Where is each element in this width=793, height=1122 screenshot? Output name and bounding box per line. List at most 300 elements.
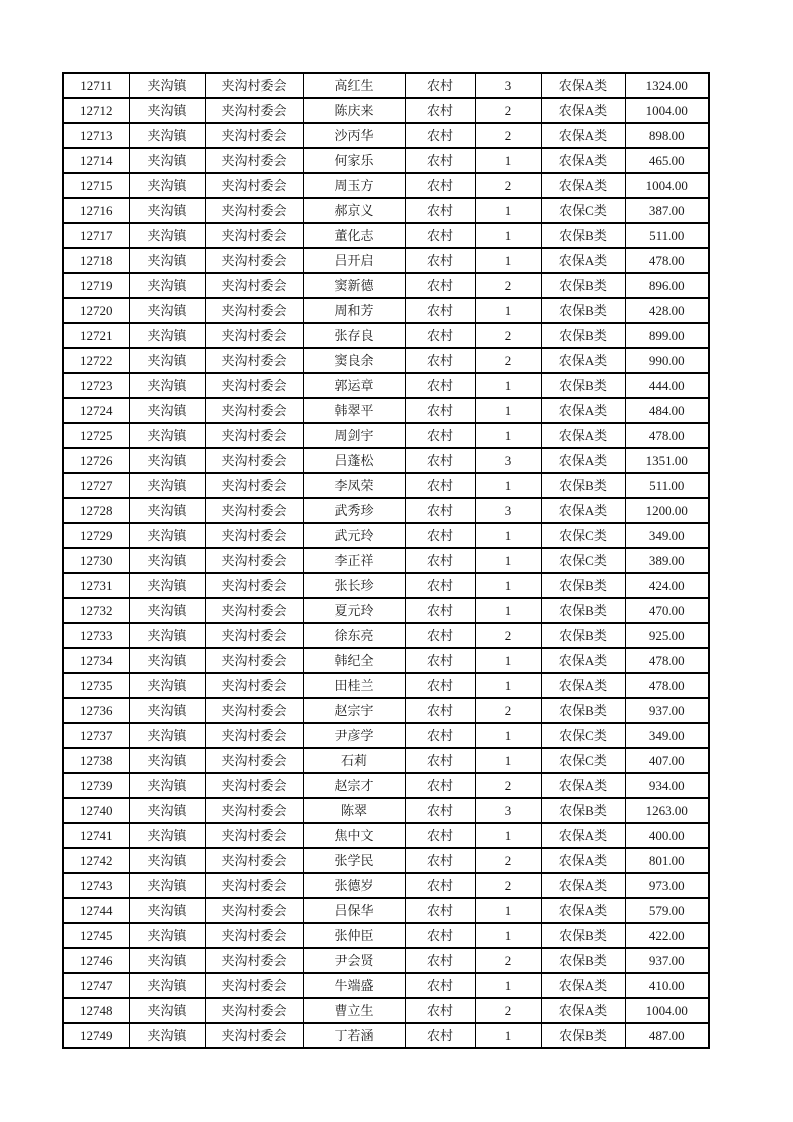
cell-residence-type: 农村 xyxy=(405,423,475,448)
cell-insurance-category: 农保A类 xyxy=(541,148,625,173)
cell-id: 12733 xyxy=(63,623,129,648)
table-row xyxy=(63,873,709,898)
table-row xyxy=(63,148,709,173)
cell-amount: 487.00 xyxy=(625,1023,709,1048)
table-row xyxy=(63,223,709,248)
cell-name: 郭运章 xyxy=(303,373,405,398)
cell-town: 夹沟镇 xyxy=(129,73,205,98)
cell-village: 夹沟村委会 xyxy=(205,448,303,473)
table-row xyxy=(63,673,709,698)
cell-town: 夹沟镇 xyxy=(129,623,205,648)
cell-town: 夹沟镇 xyxy=(129,498,205,523)
table-row xyxy=(63,248,709,273)
table-row xyxy=(63,473,709,498)
cell-name: 赵宗才 xyxy=(303,773,405,798)
cell-amount: 387.00 xyxy=(625,198,709,223)
cell-village: 夹沟村委会 xyxy=(205,473,303,498)
table-row xyxy=(63,748,709,773)
cell-insurance-category: 农保B类 xyxy=(541,573,625,598)
cell-name: 石莉 xyxy=(303,748,405,773)
table-row xyxy=(63,298,709,323)
cell-residence-type: 农村 xyxy=(405,448,475,473)
table-row xyxy=(63,848,709,873)
cell-name: 夏元玲 xyxy=(303,598,405,623)
cell-village: 夹沟村委会 xyxy=(205,923,303,948)
cell-village: 夹沟村委会 xyxy=(205,898,303,923)
cell-id: 12740 xyxy=(63,798,129,823)
cell-insurance-category: 农保B类 xyxy=(541,473,625,498)
cell-village: 夹沟村委会 xyxy=(205,773,303,798)
cell-amount: 407.00 xyxy=(625,748,709,773)
cell-name: 陈翠 xyxy=(303,798,405,823)
cell-residence-type: 农村 xyxy=(405,198,475,223)
cell-amount: 478.00 xyxy=(625,648,709,673)
cell-town: 夹沟镇 xyxy=(129,398,205,423)
cell-insurance-category: 农保C类 xyxy=(541,523,625,548)
cell-insurance-category: 农保A类 xyxy=(541,423,625,448)
cell-insurance-category: 农保A类 xyxy=(541,673,625,698)
cell-residence-type: 农村 xyxy=(405,948,475,973)
table-row xyxy=(63,323,709,348)
cell-insurance-category: 农保A类 xyxy=(541,823,625,848)
cell-name: 张长珍 xyxy=(303,573,405,598)
cell-village: 夹沟村委会 xyxy=(205,323,303,348)
cell-residence-type: 农村 xyxy=(405,473,475,498)
cell-insurance-category: 农保A类 xyxy=(541,498,625,523)
cell-person-count: 3 xyxy=(475,73,541,98)
cell-town: 夹沟镇 xyxy=(129,473,205,498)
cell-residence-type: 农村 xyxy=(405,298,475,323)
cell-residence-type: 农村 xyxy=(405,523,475,548)
table-row xyxy=(63,173,709,198)
cell-name: 武秀珍 xyxy=(303,498,405,523)
cell-residence-type: 农村 xyxy=(405,923,475,948)
cell-name: 窦良余 xyxy=(303,348,405,373)
cell-id: 12728 xyxy=(63,498,129,523)
cell-town: 夹沟镇 xyxy=(129,448,205,473)
table-row xyxy=(63,448,709,473)
cell-person-count: 1 xyxy=(475,923,541,948)
cell-person-count: 2 xyxy=(475,998,541,1023)
cell-amount: 1004.00 xyxy=(625,173,709,198)
cell-town: 夹沟镇 xyxy=(129,123,205,148)
cell-id: 12714 xyxy=(63,148,129,173)
cell-person-count: 2 xyxy=(475,848,541,873)
cell-town: 夹沟镇 xyxy=(129,223,205,248)
cell-amount: 478.00 xyxy=(625,673,709,698)
cell-amount: 1263.00 xyxy=(625,798,709,823)
cell-village: 夹沟村委会 xyxy=(205,948,303,973)
cell-id: 12746 xyxy=(63,948,129,973)
cell-insurance-category: 农保A类 xyxy=(541,648,625,673)
cell-residence-type: 农村 xyxy=(405,223,475,248)
cell-name: 陈庆来 xyxy=(303,98,405,123)
cell-amount: 1004.00 xyxy=(625,998,709,1023)
table-row xyxy=(63,598,709,623)
cell-person-count: 1 xyxy=(475,148,541,173)
cell-village: 夹沟村委会 xyxy=(205,548,303,573)
cell-residence-type: 农村 xyxy=(405,773,475,798)
cell-amount: 1351.00 xyxy=(625,448,709,473)
cell-id: 12720 xyxy=(63,298,129,323)
cell-insurance-category: 农保B类 xyxy=(541,623,625,648)
cell-person-count: 2 xyxy=(475,698,541,723)
cell-town: 夹沟镇 xyxy=(129,323,205,348)
cell-id: 12737 xyxy=(63,723,129,748)
cell-id: 12736 xyxy=(63,698,129,723)
cell-id: 12743 xyxy=(63,873,129,898)
cell-name: 张存良 xyxy=(303,323,405,348)
cell-village: 夹沟村委会 xyxy=(205,598,303,623)
cell-amount: 349.00 xyxy=(625,523,709,548)
cell-residence-type: 农村 xyxy=(405,848,475,873)
cell-id: 12747 xyxy=(63,973,129,998)
cell-name: 韩翠平 xyxy=(303,398,405,423)
cell-id: 12726 xyxy=(63,448,129,473)
cell-id: 12713 xyxy=(63,123,129,148)
cell-village: 夹沟村委会 xyxy=(205,873,303,898)
table-row xyxy=(63,348,709,373)
cell-village: 夹沟村委会 xyxy=(205,748,303,773)
table-row xyxy=(63,823,709,848)
cell-person-count: 1 xyxy=(475,598,541,623)
table-row xyxy=(63,923,709,948)
cell-id: 12731 xyxy=(63,573,129,598)
cell-insurance-category: 农保B类 xyxy=(541,698,625,723)
cell-person-count: 1 xyxy=(475,1023,541,1048)
cell-town: 夹沟镇 xyxy=(129,898,205,923)
cell-person-count: 1 xyxy=(475,523,541,548)
cell-person-count: 1 xyxy=(475,973,541,998)
cell-amount: 444.00 xyxy=(625,373,709,398)
table-row xyxy=(63,523,709,548)
cell-village: 夹沟村委会 xyxy=(205,123,303,148)
cell-person-count: 2 xyxy=(475,123,541,148)
cell-id: 12734 xyxy=(63,648,129,673)
cell-insurance-category: 农保A类 xyxy=(541,973,625,998)
cell-residence-type: 农村 xyxy=(405,323,475,348)
table-row xyxy=(63,573,709,598)
cell-id: 12732 xyxy=(63,598,129,623)
cell-person-count: 1 xyxy=(475,898,541,923)
cell-residence-type: 农村 xyxy=(405,1023,475,1048)
cell-person-count: 2 xyxy=(475,948,541,973)
cell-id: 12718 xyxy=(63,248,129,273)
cell-amount: 925.00 xyxy=(625,623,709,648)
cell-village: 夹沟村委会 xyxy=(205,98,303,123)
cell-person-count: 1 xyxy=(475,723,541,748)
cell-amount: 465.00 xyxy=(625,148,709,173)
cell-amount: 422.00 xyxy=(625,923,709,948)
table-row xyxy=(63,123,709,148)
cell-amount: 973.00 xyxy=(625,873,709,898)
cell-insurance-category: 农保B类 xyxy=(541,948,625,973)
cell-id: 12724 xyxy=(63,398,129,423)
cell-name: 董化志 xyxy=(303,223,405,248)
cell-person-count: 1 xyxy=(475,298,541,323)
cell-person-count: 2 xyxy=(475,773,541,798)
table-row xyxy=(63,948,709,973)
cell-person-count: 1 xyxy=(475,423,541,448)
table-row xyxy=(63,423,709,448)
cell-insurance-category: 农保B类 xyxy=(541,323,625,348)
cell-name: 武元玲 xyxy=(303,523,405,548)
cell-insurance-category: 农保C类 xyxy=(541,748,625,773)
cell-residence-type: 农村 xyxy=(405,873,475,898)
cell-insurance-category: 农保A类 xyxy=(541,98,625,123)
cell-id: 12738 xyxy=(63,748,129,773)
table-row xyxy=(63,648,709,673)
cell-village: 夹沟村委会 xyxy=(205,848,303,873)
cell-village: 夹沟村委会 xyxy=(205,573,303,598)
cell-insurance-category: 农保B类 xyxy=(541,273,625,298)
cell-town: 夹沟镇 xyxy=(129,798,205,823)
cell-residence-type: 农村 xyxy=(405,898,475,923)
cell-name: 韩纪全 xyxy=(303,648,405,673)
cell-insurance-category: 农保C类 xyxy=(541,548,625,573)
cell-residence-type: 农村 xyxy=(405,98,475,123)
cell-insurance-category: 农保C类 xyxy=(541,723,625,748)
cell-insurance-category: 农保B类 xyxy=(541,798,625,823)
cell-village: 夹沟村委会 xyxy=(205,173,303,198)
cell-town: 夹沟镇 xyxy=(129,148,205,173)
table-row xyxy=(63,773,709,798)
cell-name: 李凤荣 xyxy=(303,473,405,498)
cell-amount: 990.00 xyxy=(625,348,709,373)
cell-name: 周玉方 xyxy=(303,173,405,198)
cell-amount: 1324.00 xyxy=(625,73,709,98)
cell-village: 夹沟村委会 xyxy=(205,673,303,698)
cell-amount: 424.00 xyxy=(625,573,709,598)
cell-village: 夹沟村委会 xyxy=(205,373,303,398)
cell-insurance-category: 农保B类 xyxy=(541,223,625,248)
cell-person-count: 1 xyxy=(475,648,541,673)
cell-village: 夹沟村委会 xyxy=(205,498,303,523)
cell-residence-type: 农村 xyxy=(405,123,475,148)
cell-town: 夹沟镇 xyxy=(129,523,205,548)
cell-amount: 410.00 xyxy=(625,973,709,998)
cell-insurance-category: 农保A类 xyxy=(541,348,625,373)
cell-town: 夹沟镇 xyxy=(129,873,205,898)
cell-person-count: 3 xyxy=(475,448,541,473)
cell-name: 郝京义 xyxy=(303,198,405,223)
cell-residence-type: 农村 xyxy=(405,73,475,98)
cell-name: 沙丙华 xyxy=(303,123,405,148)
cell-id: 12721 xyxy=(63,323,129,348)
cell-amount: 389.00 xyxy=(625,548,709,573)
cell-id: 12715 xyxy=(63,173,129,198)
cell-insurance-category: 农保B类 xyxy=(541,1023,625,1048)
table-row xyxy=(63,548,709,573)
cell-person-count: 1 xyxy=(475,373,541,398)
table-row xyxy=(63,373,709,398)
cell-insurance-category: 农保A类 xyxy=(541,398,625,423)
cell-village: 夹沟村委会 xyxy=(205,298,303,323)
cell-amount: 511.00 xyxy=(625,473,709,498)
cell-amount: 478.00 xyxy=(625,248,709,273)
cell-residence-type: 农村 xyxy=(405,173,475,198)
cell-village: 夹沟村委会 xyxy=(205,248,303,273)
cell-name: 吕开启 xyxy=(303,248,405,273)
cell-village: 夹沟村委会 xyxy=(205,423,303,448)
cell-amount: 511.00 xyxy=(625,223,709,248)
cell-residence-type: 农村 xyxy=(405,673,475,698)
cell-town: 夹沟镇 xyxy=(129,773,205,798)
cell-town: 夹沟镇 xyxy=(129,673,205,698)
table-row xyxy=(63,898,709,923)
cell-name: 丁若涵 xyxy=(303,1023,405,1048)
cell-insurance-category: 农保A类 xyxy=(541,898,625,923)
cell-town: 夹沟镇 xyxy=(129,948,205,973)
cell-name: 周剑宇 xyxy=(303,423,405,448)
table-row xyxy=(63,398,709,423)
cell-name: 高红生 xyxy=(303,73,405,98)
cell-id: 12727 xyxy=(63,473,129,498)
cell-village: 夹沟村委会 xyxy=(205,623,303,648)
cell-name: 窦新德 xyxy=(303,273,405,298)
cell-village: 夹沟村委会 xyxy=(205,823,303,848)
benefits-table xyxy=(62,72,710,1049)
cell-person-count: 2 xyxy=(475,273,541,298)
cell-person-count: 2 xyxy=(475,623,541,648)
cell-id: 12745 xyxy=(63,923,129,948)
table-row xyxy=(63,973,709,998)
cell-village: 夹沟村委会 xyxy=(205,723,303,748)
cell-insurance-category: 农保A类 xyxy=(541,998,625,1023)
cell-person-count: 1 xyxy=(475,548,541,573)
cell-amount: 579.00 xyxy=(625,898,709,923)
cell-residence-type: 农村 xyxy=(405,398,475,423)
cell-village: 夹沟村委会 xyxy=(205,198,303,223)
cell-name: 张仲臣 xyxy=(303,923,405,948)
cell-village: 夹沟村委会 xyxy=(205,798,303,823)
cell-id: 12735 xyxy=(63,673,129,698)
cell-insurance-category: 农保A类 xyxy=(541,448,625,473)
cell-person-count: 2 xyxy=(475,98,541,123)
cell-name: 何家乐 xyxy=(303,148,405,173)
cell-id: 12725 xyxy=(63,423,129,448)
cell-town: 夹沟镇 xyxy=(129,748,205,773)
cell-village: 夹沟村委会 xyxy=(205,148,303,173)
cell-id: 12729 xyxy=(63,523,129,548)
cell-insurance-category: 农保A类 xyxy=(541,773,625,798)
cell-id: 12749 xyxy=(63,1023,129,1048)
table-body xyxy=(63,73,709,1048)
cell-town: 夹沟镇 xyxy=(129,348,205,373)
cell-town: 夹沟镇 xyxy=(129,698,205,723)
cell-amount: 937.00 xyxy=(625,698,709,723)
cell-village: 夹沟村委会 xyxy=(205,973,303,998)
cell-person-count: 3 xyxy=(475,498,541,523)
table-row xyxy=(63,1023,709,1048)
cell-town: 夹沟镇 xyxy=(129,998,205,1023)
table-row xyxy=(63,198,709,223)
cell-village: 夹沟村委会 xyxy=(205,523,303,548)
cell-town: 夹沟镇 xyxy=(129,423,205,448)
cell-id: 12717 xyxy=(63,223,129,248)
cell-name: 尹彦学 xyxy=(303,723,405,748)
cell-residence-type: 农村 xyxy=(405,273,475,298)
cell-id: 12742 xyxy=(63,848,129,873)
cell-person-count: 2 xyxy=(475,873,541,898)
cell-id: 12739 xyxy=(63,773,129,798)
cell-town: 夹沟镇 xyxy=(129,598,205,623)
cell-residence-type: 农村 xyxy=(405,573,475,598)
cell-person-count: 1 xyxy=(475,823,541,848)
cell-insurance-category: 农保A类 xyxy=(541,873,625,898)
table-row xyxy=(63,498,709,523)
cell-town: 夹沟镇 xyxy=(129,1023,205,1048)
cell-insurance-category: 农保A类 xyxy=(541,248,625,273)
cell-town: 夹沟镇 xyxy=(129,973,205,998)
cell-name: 曹立生 xyxy=(303,998,405,1023)
cell-residence-type: 农村 xyxy=(405,498,475,523)
cell-id: 12719 xyxy=(63,273,129,298)
cell-amount: 896.00 xyxy=(625,273,709,298)
cell-residence-type: 农村 xyxy=(405,698,475,723)
cell-person-count: 1 xyxy=(475,473,541,498)
table-row xyxy=(63,998,709,1023)
cell-person-count: 3 xyxy=(475,798,541,823)
cell-insurance-category: 农保A类 xyxy=(541,848,625,873)
cell-village: 夹沟村委会 xyxy=(205,648,303,673)
cell-village: 夹沟村委会 xyxy=(205,273,303,298)
cell-residence-type: 农村 xyxy=(405,648,475,673)
cell-name: 牛端盛 xyxy=(303,973,405,998)
cell-name: 张德岁 xyxy=(303,873,405,898)
table-row xyxy=(63,698,709,723)
cell-id: 12711 xyxy=(63,73,129,98)
cell-residence-type: 农村 xyxy=(405,348,475,373)
cell-town: 夹沟镇 xyxy=(129,273,205,298)
table-row xyxy=(63,98,709,123)
cell-id: 12741 xyxy=(63,823,129,848)
cell-id: 12722 xyxy=(63,348,129,373)
cell-town: 夹沟镇 xyxy=(129,823,205,848)
table-row xyxy=(63,73,709,98)
table-row xyxy=(63,623,709,648)
cell-id: 12730 xyxy=(63,548,129,573)
cell-amount: 484.00 xyxy=(625,398,709,423)
cell-residence-type: 农村 xyxy=(405,248,475,273)
cell-amount: 470.00 xyxy=(625,598,709,623)
cell-town: 夹沟镇 xyxy=(129,373,205,398)
cell-amount: 934.00 xyxy=(625,773,709,798)
cell-insurance-category: 农保A类 xyxy=(541,173,625,198)
cell-name: 张学民 xyxy=(303,848,405,873)
cell-insurance-category: 农保B类 xyxy=(541,373,625,398)
cell-residence-type: 农村 xyxy=(405,148,475,173)
cell-residence-type: 农村 xyxy=(405,748,475,773)
cell-person-count: 1 xyxy=(475,673,541,698)
cell-person-count: 2 xyxy=(475,323,541,348)
cell-id: 12744 xyxy=(63,898,129,923)
cell-village: 夹沟村委会 xyxy=(205,698,303,723)
cell-insurance-category: 农保B类 xyxy=(541,598,625,623)
cell-id: 12716 xyxy=(63,198,129,223)
cell-person-count: 1 xyxy=(475,398,541,423)
cell-village: 夹沟村委会 xyxy=(205,223,303,248)
cell-town: 夹沟镇 xyxy=(129,298,205,323)
cell-residence-type: 农村 xyxy=(405,598,475,623)
cell-person-count: 1 xyxy=(475,198,541,223)
cell-person-count: 2 xyxy=(475,348,541,373)
cell-insurance-category: 农保B类 xyxy=(541,923,625,948)
cell-town: 夹沟镇 xyxy=(129,98,205,123)
cell-person-count: 1 xyxy=(475,748,541,773)
cell-amount: 428.00 xyxy=(625,298,709,323)
cell-residence-type: 农村 xyxy=(405,723,475,748)
